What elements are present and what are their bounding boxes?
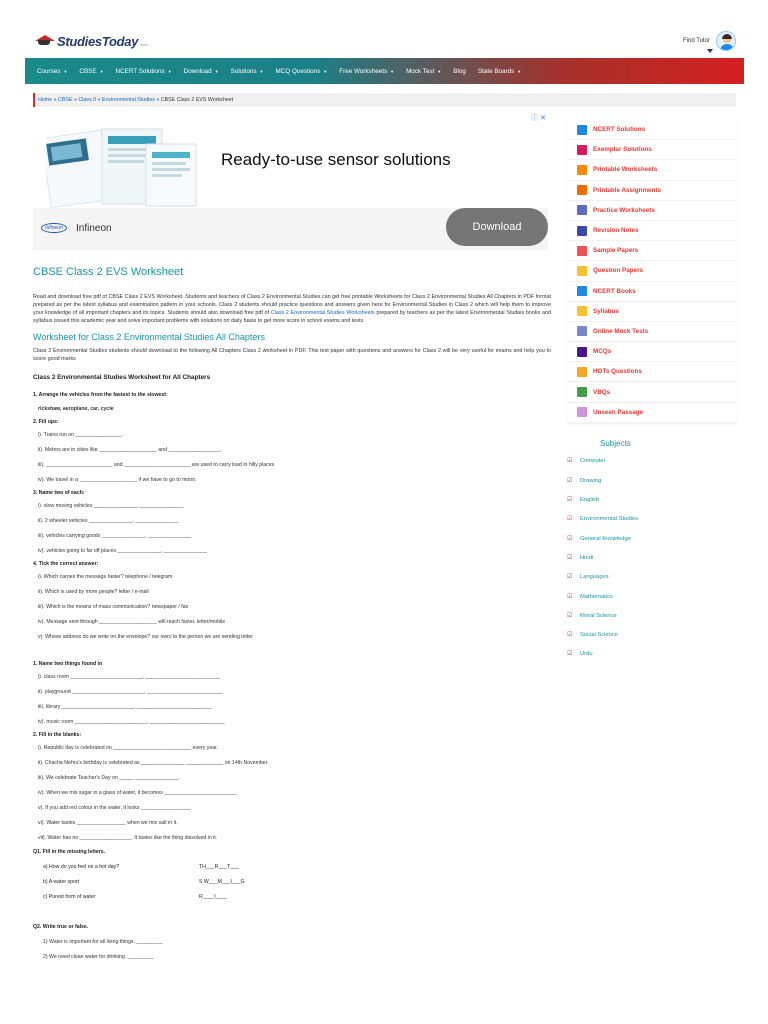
logo-text: StudiesToday (57, 34, 139, 49)
subjects-title: Subjects (600, 438, 631, 448)
things-found-item: iii). library _________________________, __________________________ (38, 704, 212, 710)
subject-label: General Knowledge (580, 535, 631, 542)
sidebar-link-unseen-passage[interactable] (567, 403, 737, 423)
checkbox-icon: ☑ (567, 574, 573, 581)
breadcrumb-current: CBSE Class 2 EVS Worksheet (160, 97, 234, 103)
nav-item-label: Courses (37, 67, 61, 75)
sidebar-link-vbqs[interactable] (567, 382, 737, 402)
breadcrumb-class[interactable]: Class II (78, 97, 97, 103)
nav-item-state-boards[interactable] (478, 68, 521, 75)
book-icon (577, 145, 587, 155)
graduation-cap-icon (33, 35, 55, 49)
nav-item-free-worksheets[interactable] (339, 68, 394, 75)
sidebar-link-practice-worksheets[interactable] (567, 201, 737, 221)
things-found-item: ii). playground _________________________, __________________________ (38, 689, 223, 695)
subject-label: English (580, 497, 600, 504)
things-found-item: i). class room _________________________, __________________________ (38, 674, 221, 680)
question-1-answer: rickshaw, aeroplane, car, cycle (38, 406, 114, 412)
set2-question-2: 2. Fill in the blanks: (33, 732, 82, 738)
checkbox-icon: ☑ (567, 458, 573, 465)
subject-link-drawing[interactable] (567, 471, 737, 490)
tick-answer-item: iii). Which is the means of mass communication? newspaper / fax (38, 604, 189, 610)
subject-link-urdu[interactable] (567, 645, 737, 664)
checkbox-icon: ☑ (567, 554, 573, 561)
checkbox-icon: ☑ (567, 593, 573, 600)
nav-item-solutions[interactable] (231, 68, 264, 75)
missing-letters-items (33, 860, 551, 905)
fill-blank-item: vii). Water has no __________________. It tastes like the thing dissolved in it. (38, 835, 218, 841)
checkbox-icon: ☑ (567, 535, 573, 542)
subject-link-social-science[interactable] (567, 625, 737, 644)
sidebar-link-label: Syllabus (593, 307, 619, 315)
breadcrumb: Home » CBSE » Class II » Environmental Studies » CBSE Class 2 EVS Worksheet (33, 93, 736, 107)
nav-item-label: Solutions (230, 67, 257, 75)
name-two-item: ii). 2 wheeler vehicles _______________, _______________ (38, 518, 179, 524)
missing-letter-row (33, 890, 551, 905)
nav-item-cbse[interactable] (79, 68, 103, 75)
subject-link-hindi[interactable] (567, 548, 737, 567)
subjects-list (567, 452, 737, 664)
chart-icon (577, 205, 587, 215)
missing-letter-prompt: a) How do you feel on a hot day? (43, 864, 120, 870)
subject-link-moral-science[interactable] (567, 606, 737, 625)
fill-blank-item: vi). Water tastes _________________ when we mix salt in it. (38, 820, 178, 826)
question-4-items (33, 570, 551, 645)
breadcrumb-subject[interactable]: Environmental Studies (101, 97, 155, 103)
caret-down-icon: ▼ (390, 68, 395, 74)
checkbox-icon: ☑ (567, 651, 573, 658)
sidebar-link-label: Online Mock Tests (593, 327, 649, 335)
sidebar-link-label: Unseen Passage (593, 408, 644, 416)
nav-item-mock-test[interactable] (406, 68, 441, 75)
nav-item-courses[interactable] (37, 68, 67, 75)
subject-label: Hindi (580, 554, 594, 561)
fill-blank-item: i). Republic day is celebrated on ___________________________ every year. (38, 745, 218, 751)
ad-brand-name: Infineon (76, 223, 112, 234)
worksheets-link[interactable]: Class 2 Environmental Studies Worksheets (270, 310, 375, 316)
caret-down-icon: ▼ (323, 68, 328, 74)
set2-question-1-items (33, 670, 551, 730)
caret-down-icon: ▼ (167, 68, 172, 74)
checkbox-icon: ☑ (567, 632, 573, 639)
nav-item-label: Mock Test (406, 67, 435, 75)
name-two-item: iv). vehicles going to far off places _______________, _______________ (38, 548, 207, 554)
checkbox-icon: ☑ (567, 477, 573, 484)
sidebar-links (567, 120, 737, 423)
chevron-down-icon[interactable] (707, 49, 713, 53)
site-header (0, 0, 768, 58)
find-tutor-label[interactable]: Find Tutor (683, 38, 711, 44)
fill-up-item: ii). Metros are in cities like ____________________ and __________________. (38, 447, 222, 453)
ad-headline[interactable]: Ready-to-use sensor solutions (221, 150, 451, 169)
set2-question-1: 1. Name two things found in (33, 661, 103, 667)
nav-item-label: Free Worksheets (339, 67, 388, 75)
fill-blank-item: ii). Chacha Nehru's birthday is celebrated as _______________ _____________ on 14th November. (38, 760, 269, 766)
page-icon (577, 407, 587, 417)
subject-link-general-knowledge[interactable] (567, 529, 737, 548)
sidebar-link-label: HOTs Questions (593, 368, 642, 376)
nav-item-ncert-solutions[interactable] (116, 68, 172, 75)
true-false-item: 2) We need clean water for drinking. _________ (43, 954, 154, 960)
subject-label: Environmental Studies (580, 516, 638, 523)
breadcrumb-home[interactable]: Home (38, 97, 53, 103)
tick-answer-item: iv). Message sent through ____________________ will reach faster. letter/mobile (38, 619, 226, 625)
folder-icon (577, 306, 587, 316)
nav-item-mcq-questions[interactable] (276, 68, 328, 75)
sidebar-link-online-mock-tests[interactable] (567, 322, 737, 342)
subject-label: Social Science (580, 632, 619, 639)
caret-down-icon: ▼ (63, 68, 68, 74)
fill-up-item: i). Trains run on ________________. (38, 432, 124, 438)
question-2: 2. Fill ups: (33, 419, 59, 425)
fill-blank-item: v). If you add red colour in the water, it looks _________________. (38, 805, 192, 811)
nav-item-label: NCERT Solutions (115, 67, 165, 75)
question-3-items (33, 499, 551, 559)
sidebar-link-label: Sample Papers (593, 247, 639, 255)
question-1: 1. Arrange the vehicles from the fastest to the slowest: (33, 392, 168, 398)
book-dark-icon (577, 347, 587, 357)
page-title: CBSE Class 2 EVS Worksheet (33, 266, 184, 278)
set2-question-2-items (33, 741, 551, 846)
subject-label: Computer (580, 458, 606, 465)
site-logo[interactable] (33, 34, 148, 49)
tick-answer-item: ii). Which is used by more people? letter / e-mail (38, 589, 149, 595)
sidebar-link-ncert-books[interactable] (567, 282, 737, 302)
ad-download-button[interactable]: Download (446, 208, 548, 246)
question-4: 4. Tick the correct answer: (33, 561, 99, 567)
pencil-yellow-icon (577, 367, 587, 377)
sidebar-link-label: VBQs (593, 388, 611, 396)
main-content (33, 262, 551, 965)
missing-letter-prompt: b) A water sport (43, 879, 80, 885)
document-icon (577, 246, 587, 256)
true-false-question: Q2. Write true or false. (33, 924, 89, 930)
nav-item-label: MCQ Questions (275, 67, 321, 75)
sidebar-link-label: Exemplar Solutions (593, 146, 652, 154)
missing-letter-answer: TH___R___T___ (199, 864, 239, 870)
missing-letter-answer: S W___M___I___G (199, 879, 245, 885)
subject-label: Languages (580, 574, 609, 581)
tutor-avatar-icon[interactable] (716, 31, 736, 51)
nav-item-label: CBSE (79, 67, 97, 75)
fill-up-item: iii). _______________________ and _______________________ are used to carry load in hilly places (38, 462, 275, 468)
sidebar-link-mcqs[interactable] (567, 342, 737, 362)
sidebar-link-hots-questions[interactable] (567, 362, 737, 382)
fill-up-item: iv). We travel in a ____________________ if we have to go to moon. (38, 477, 197, 483)
main-nav (25, 58, 744, 84)
sidebar-link-question-papers[interactable] (567, 261, 737, 281)
fill-blank-item: iii). We celebrate Teacher's Day on _____ _______________. (38, 775, 180, 781)
subject-label: Drawing (580, 477, 602, 484)
pencil-icon (577, 165, 587, 175)
sidebar-link-label: MCQs (593, 348, 612, 356)
missing-letters-question: Q1. Fill in the missing letters. (33, 849, 106, 855)
caret-down-icon: ▼ (259, 68, 264, 74)
subject-link-environmental-studies[interactable] (567, 510, 737, 529)
subject-link-mathematics[interactable] (567, 587, 737, 606)
nav-item-blog[interactable] (453, 68, 466, 75)
tick-answer-item: i). Which carries the message faster? telephone / telegram (38, 574, 173, 580)
nav-item-label: Download (183, 67, 212, 75)
caret-down-icon: ▼ (437, 68, 442, 74)
nav-item-download[interactable] (184, 68, 219, 75)
breadcrumb-cbse[interactable]: CBSE (58, 97, 73, 103)
sidebar-link-label: Revision Notes (593, 227, 639, 235)
sidebar-link-label: Printable Assignments (593, 186, 661, 194)
section-heading: Worksheet for Class 2 Environmental Studies All Chapters (33, 332, 265, 342)
subject-label: Mathematics (580, 593, 613, 600)
sidebar (567, 120, 737, 664)
ad-footer (33, 208, 548, 250)
chart-line-icon (577, 326, 587, 336)
checkbox-icon: ☑ (567, 497, 573, 504)
sidebar-link-syllabus[interactable] (567, 302, 737, 322)
worksheet-heading: Class 2 Environmental Studies Worksheet for All Chapters (33, 374, 211, 381)
logo-suffix: .com (139, 42, 148, 47)
missing-letter-answer: R____I____ (199, 894, 228, 900)
missing-letter-row (33, 860, 551, 875)
sidebar-link-label: Question Papers (593, 267, 644, 275)
sidebar-link-exemplar-solutions[interactable] (567, 140, 737, 160)
true-false-item: 1) Water is important for all living things. _________ (43, 939, 163, 945)
name-two-item: iii). vehicles carrying goods _______________, _______________ (38, 533, 192, 539)
checkbox-icon: ☑ (567, 516, 573, 523)
intro-paragraph: Read and download free pdf of CBSE Class 2 EVS Worksheet. Students and teachers of Class 2 Environmental Studies can get free printable Worksheets for Class 2 Environmental Studies All Chapters in PDF format prepared as per the latest syllabus and examination pattern in your schools. Class 2 students should practice questions and answers given here for Environmental Studies in Class 2 which will help them to improve your knowledge of all important chapters and its topics. Students should also download free pdf of Class 2 Environmental Studies Worksheets prepared by teachers as per the latest Environmental Studies books and syllabus issued this academic year and solve important problems with solutions on daily basis to get more score in school exams and tests (33, 294, 551, 324)
nav-item-label: State Boards (477, 67, 515, 75)
notepad-icon (577, 266, 587, 276)
edit-icon (577, 185, 587, 195)
missing-letter-prompt: c) Purest form of water (43, 894, 96, 900)
sidebar-link-label: Practice Worksheets (593, 206, 655, 214)
caret-down-icon: ▼ (517, 68, 522, 74)
name-two-item: i). slow moving vehicles _______________, _______________ (38, 503, 184, 509)
calendar-icon (577, 226, 587, 236)
fill-blank-item: iv). When we mix sugar in a glass of water, it becomes _________________________. (38, 790, 238, 796)
sidebar-link-label: NCERT Solutions (593, 126, 646, 134)
sidebar-link-label: Printable Worksheets (593, 166, 658, 174)
sheet-icon (577, 387, 587, 397)
ad-info-close-icon[interactable]: ⓘ ✕ (531, 115, 546, 122)
nav-item-label: Blog (453, 67, 466, 75)
sidebar-link-revision-notes[interactable] (567, 221, 737, 241)
caret-down-icon: ▼ (214, 68, 219, 74)
sidebar-link-ncert-solutions[interactable] (567, 120, 737, 140)
missing-letter-row (33, 875, 551, 890)
question-2-items (33, 428, 551, 488)
book-blue-icon (577, 286, 587, 296)
things-found-item: iv). music room _________________________, __________________________ (38, 719, 225, 725)
subject-label: Moral Science (580, 612, 617, 619)
true-false-items (33, 935, 551, 965)
caret-down-icon: ▼ (99, 68, 104, 74)
sidebar-link-sample-papers[interactable] (567, 241, 737, 261)
sidebar-link-printable-assignments[interactable] (567, 181, 737, 201)
subject-link-english[interactable] (567, 490, 737, 509)
book-open-icon (577, 125, 587, 135)
section-paragraph: Class 2 Environmental Studies students should download to the following All Chapters Class 2 worksheet in PDF. This test paper with questions and answers for Class 2 will be very useful for exams and help you to score good marks (33, 348, 551, 362)
ad-image[interactable] (46, 124, 202, 214)
subject-label: Urdu (580, 651, 593, 658)
subject-link-computer[interactable] (567, 452, 737, 471)
sidebar-link-printable-worksheets[interactable] (567, 160, 737, 180)
question-3: 3. Name two of each: (33, 490, 85, 496)
sidebar-link-label: NCERT Books (593, 287, 636, 295)
tick-answer-item: v). Whose address do we write on the envelope? our own/ to the person we are sending letter (38, 634, 253, 640)
infineon-logo-icon: Infineon (41, 223, 67, 233)
advertisement[interactable] (33, 112, 548, 250)
checkbox-icon: ☑ (567, 612, 573, 619)
subject-link-languages[interactable] (567, 568, 737, 587)
